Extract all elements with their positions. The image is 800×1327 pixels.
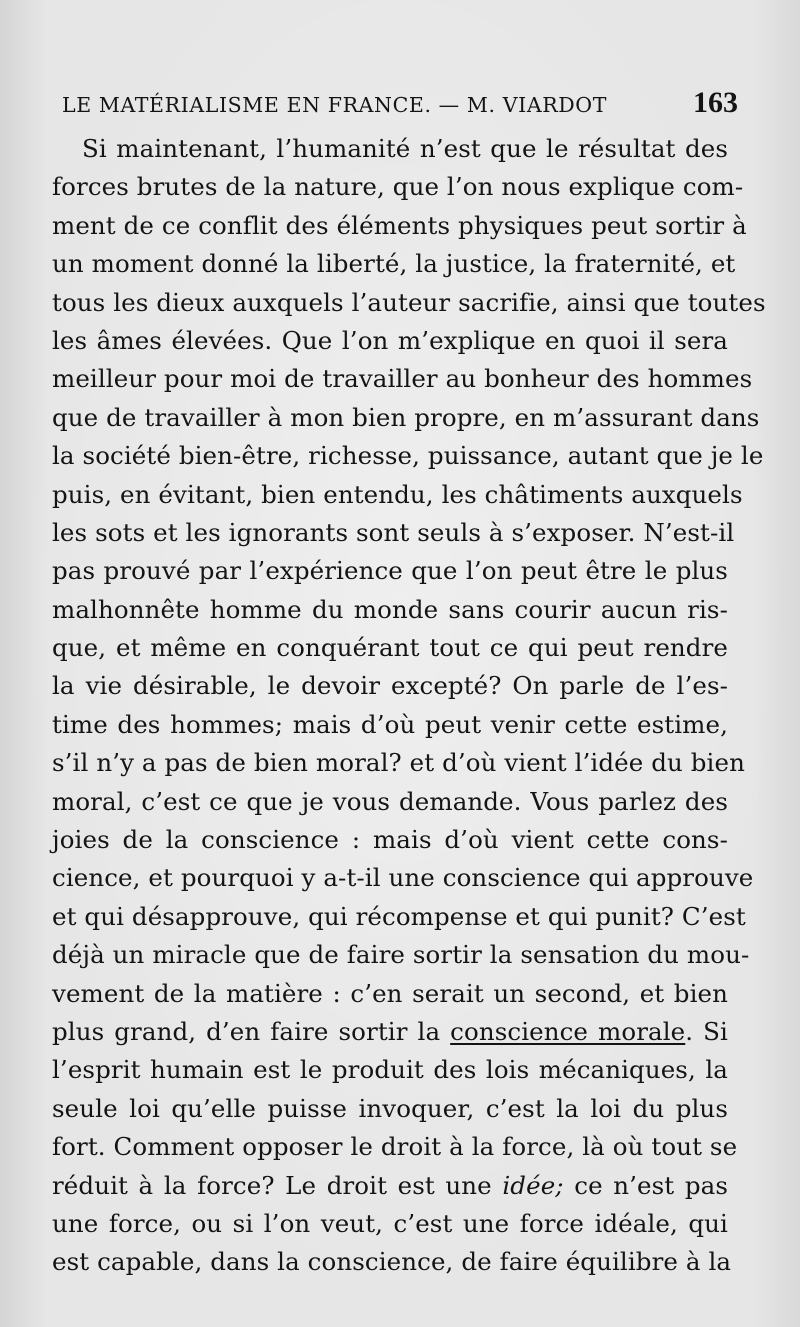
running-title: LE MATÉRIALISME EN FRANCE. — M. VIARDOT [62, 93, 607, 117]
text-line-11: les sots et les ignorants sont seuls à s’exposer. N’est-il [52, 517, 735, 547]
text-line-1: Si maintenant, l’humanité n’est que le résultat des [82, 134, 728, 163]
body-text [52, 130, 766, 1282]
text-line-22: déjà un miracle que de faire sortir la sensation du mou- [52, 940, 750, 970]
text-line-24-start: plus grand, d’en faire sortir la [52, 1016, 451, 1046]
text-line-18: moral, c’est ce que je vous demande. Vous parlez des [52, 786, 728, 816]
text-line-21: et qui désapprouve, qui récompense et qui punit? C’est [52, 901, 746, 931]
text-line-29: une force, ou si l’on veut, c’est une force idéale, qui [52, 1208, 728, 1238]
text-line-4: un moment donné la liberté, la justice, la fraternité, et [52, 249, 736, 279]
text-line-10: puis, en évitant, bien entendu, les châtiments auxquels [52, 479, 743, 509]
text-line-15: la vie désirable, le devoir excepté? On parle de l’es- [52, 671, 728, 701]
text-line-19: joies de la conscience : mais d’où vient cette cons- [52, 825, 728, 855]
text-line-20: cience, et pourquoi y a-t-il une conscience qui approuve [52, 863, 754, 893]
text-line-24-end: . Si [685, 1016, 728, 1046]
text-line-6: les âmes élevées. Que l’on m’explique en quoi il sera [52, 325, 728, 355]
text-line-16: time des hommes; mais d’où peut venir cette estime, [52, 709, 728, 739]
page-header [62, 86, 738, 126]
text-line-28 [52, 1167, 728, 1205]
text-line-5: tous les dieux auxquels l’auteur sacrifie, ainsi que toutes [52, 287, 766, 317]
text-line-7: meilleur pour moi de travailler au bonheur des hommes [52, 364, 753, 394]
text-line-27: fort. Comment opposer le droit à la force, là où tout se [52, 1132, 738, 1162]
underlined-phrase: conscience morale [450, 1016, 686, 1046]
page-number: 163 [693, 86, 738, 119]
text-line-8: que de travailler à mon bien propre, en m’assurant dans [52, 402, 760, 432]
text-line-3: ment de ce conflit des éléments physiques peut sortir à [52, 210, 747, 240]
text-line-12: pas prouvé par l’expérience que l’on peut être le plus [52, 556, 728, 586]
text-line-26: seule loi qu’elle puisse invoquer, c’est la loi du plus [52, 1093, 728, 1123]
text-line-9: la société bien-être, richesse, puissance, autant que je le [52, 441, 764, 471]
italic-word: idée; [502, 1170, 564, 1200]
text-line-17: s’il n’y a pas de bien moral? et d’où vient l’idée du bien [52, 748, 745, 778]
text-line-28-start: réduit à la force? Le droit est une [52, 1170, 503, 1200]
text-line-24 [52, 1013, 728, 1051]
text-line-13: malhonnête homme du monde sans courir aucun ris- [52, 594, 728, 624]
text-line-25: l’esprit humain est le produit des lois mécaniques, la [52, 1055, 728, 1085]
text-line-14: que, et même en conquérant tout ce qui peut rendre [52, 633, 728, 663]
text-line-28-end: ce n’est pas [563, 1170, 728, 1200]
text-line-30: est capable, dans la conscience, de faire équilibre à la [52, 1247, 732, 1277]
text-line-2: forces brutes de la nature, que l’on nous explique com- [52, 172, 744, 202]
text-line-23: vement de la matière : c’en serait un second, et bien [52, 978, 728, 1008]
